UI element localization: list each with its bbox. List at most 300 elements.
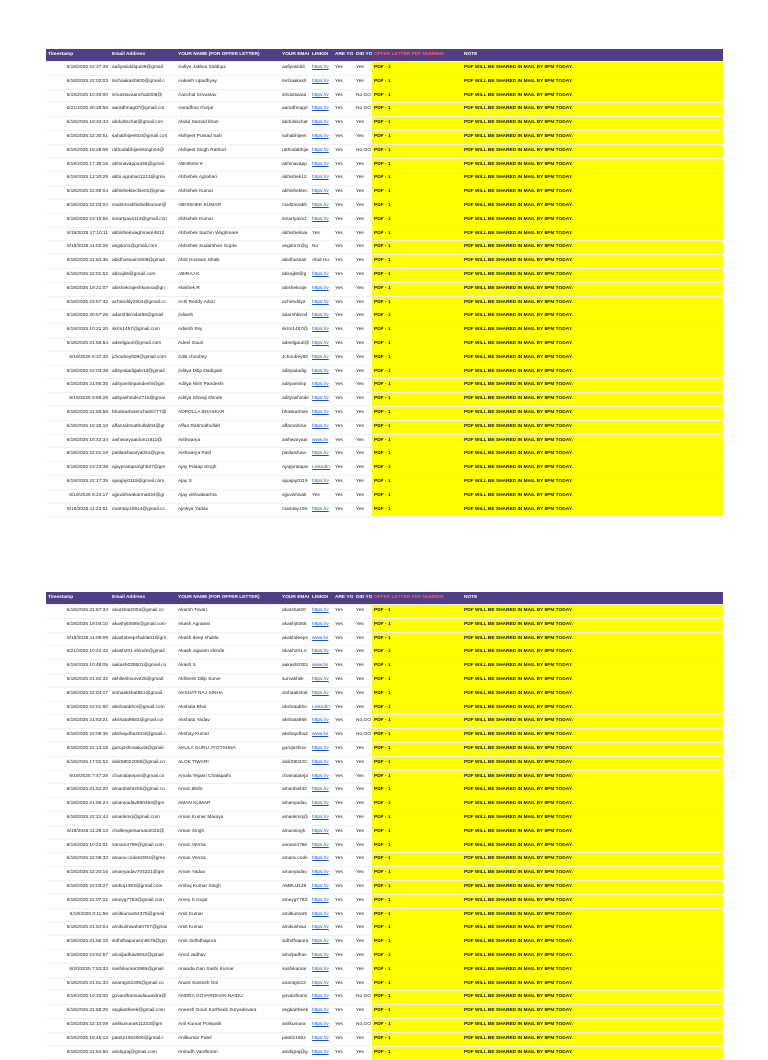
cell-your-email[interactable]: mamtay109 xyxy=(280,503,310,517)
cell-offer-letter-pdf-number[interactable]: PDF - 1 xyxy=(372,673,462,687)
cell-your-email[interactable]: amanv.code xyxy=(280,853,310,867)
cell-your-email[interactable]: alok08022C xyxy=(280,756,310,770)
cell-offer-letter-pdf-number[interactable]: PDF - 1 xyxy=(372,660,462,674)
cell-offer-letter-pdf-number[interactable]: PDF - 1 xyxy=(372,448,462,462)
cell-your-email[interactable]: srivastavaa xyxy=(280,89,310,103)
cell-linkedin[interactable]: https://v xyxy=(310,89,333,103)
cell-did-you[interactable]: No,GO xyxy=(354,1018,372,1032)
cell-name[interactable]: Aman Verma xyxy=(176,839,280,853)
cell-are-you[interactable]: Yes xyxy=(333,379,354,393)
cell-name[interactable]: AMAN KUMAR xyxy=(176,798,280,812)
cell-linkedin[interactable]: Linkedin xyxy=(310,701,333,715)
cell-linkedin[interactable]: https://v xyxy=(310,282,333,296)
cell-name[interactable]: Amala Tejasri Chalapathi xyxy=(176,770,280,784)
cell-timestamp[interactable]: 6/18/2025 21:54:04 xyxy=(46,922,110,936)
cell-timestamp[interactable]: 6/18/2025 22:03:38 xyxy=(46,365,110,379)
cell-are-you[interactable]: Yes xyxy=(333,337,354,351)
header-timestamp[interactable]: Timestamp xyxy=(46,49,110,62)
cell-email-address[interactable]: abirajk6@gmail.com xyxy=(110,268,176,282)
cell-name[interactable]: Anilkumar Patel xyxy=(176,1032,280,1046)
cell-your-email[interactable]: asgdon1@g xyxy=(280,241,310,255)
cell-linkedin[interactable]: https://v xyxy=(310,268,333,282)
cell-timestamp[interactable]: 6/19/2025 6:24:17 xyxy=(46,489,110,503)
header-your-email[interactable]: YOUR EMAI xyxy=(280,49,310,62)
cell-linkedin[interactable]: No xyxy=(310,241,333,255)
cell-note[interactable]: PDF WILL BE SHARED IN MAIL BY 8PM TODAY. xyxy=(462,646,723,660)
cell-are-you[interactable]: Yes xyxy=(333,351,354,365)
cell-are-you[interactable]: Yes xyxy=(333,1018,354,1032)
cell-timestamp[interactable]: 6/18/2025 22:01:52 xyxy=(46,268,110,282)
cell-offer-letter-pdf-number[interactable]: PDF - 1 xyxy=(372,75,462,89)
cell-timestamp[interactable]: 6/19/2025 6:37:33 xyxy=(46,351,110,365)
cell-timestamp[interactable]: 6/19/2025 7:47:29 xyxy=(46,770,110,784)
cell-email-address[interactable]: patilaishwarya051@gma xyxy=(110,448,176,462)
cell-timestamp[interactable]: 6/18/2025 23:16:56 xyxy=(46,213,110,227)
cell-timestamp[interactable]: 6/19/2025 17:39:16 xyxy=(46,158,110,172)
cell-email-address[interactable]: aakash030601@gmail.co xyxy=(110,660,176,674)
cell-your-email[interactable]: ajjuvishwak xyxy=(280,489,310,503)
cell-timestamp[interactable]: 6/19/2025 11:09:09 xyxy=(46,632,110,646)
cell-your-email[interactable]: survakhile xyxy=(280,673,310,687)
cell-offer-letter-pdf-number[interactable]: PDF - 1 xyxy=(372,365,462,379)
cell-linkedin[interactable]: https://v xyxy=(310,756,333,770)
cell-linkedin[interactable]: https://v xyxy=(310,922,333,936)
cell-did-you[interactable]: Yes xyxy=(354,324,372,338)
cell-linkedin[interactable]: https://v xyxy=(310,853,333,867)
cell-are-you[interactable]: Yes xyxy=(333,158,354,172)
cell-did-you[interactable]: Yes xyxy=(354,660,372,674)
cell-did-you[interactable]: Yes xyxy=(354,393,372,407)
cell-linkedin[interactable]: https://v xyxy=(310,310,333,324)
cell-did-you[interactable]: Yes xyxy=(354,701,372,715)
cell-did-you[interactable]: Yes xyxy=(354,310,372,324)
cell-name[interactable]: Aman Kumar Maurya xyxy=(176,811,280,825)
cell-name[interactable]: ABIRAJ K xyxy=(176,268,280,282)
cell-linkedin[interactable]: https://v xyxy=(310,894,333,908)
cell-linkedin[interactable]: https://v xyxy=(310,503,333,517)
cell-are-you[interactable]: Yes xyxy=(333,117,354,131)
cell-your-email[interactable]: abidhussair xyxy=(280,255,310,269)
cell-did-you[interactable]: Yes xyxy=(354,894,372,908)
cell-offer-letter-pdf-number[interactable]: PDF - 1 xyxy=(372,282,462,296)
cell-are-you[interactable]: Yes xyxy=(333,687,354,701)
cell-timestamp[interactable]: 6/19/2025 10:48:05 xyxy=(46,660,110,674)
cell-name[interactable]: Aditya Dilip Dadigale xyxy=(176,365,280,379)
cell-name[interactable]: ABHISHEK KUMAR xyxy=(176,199,280,213)
cell-timestamp[interactable]: 6/18/2025 22:20:16 xyxy=(46,867,110,881)
cell-offer-letter-pdf-number[interactable]: PDF - 1 xyxy=(372,908,462,922)
cell-timestamp[interactable]: 6/19/2025 18:42:34 xyxy=(46,434,110,448)
cell-your-email[interactable]: chamalateja xyxy=(280,770,310,784)
cell-email-address[interactable]: amankmrj@gmail.com xyxy=(110,811,176,825)
cell-timestamp[interactable]: 6/18/2025 21:56:35 xyxy=(46,379,110,393)
cell-linkedin[interactable]: https://v xyxy=(310,949,333,963)
cell-timestamp[interactable]: 6/19/2025 18:45:13 xyxy=(46,1032,110,1046)
cell-timestamp[interactable]: 6/19/2025 11:02:26 xyxy=(46,241,110,255)
cell-timestamp[interactable]: 6/18/2025 22:59:04 xyxy=(46,186,110,200)
cell-offer-letter-pdf-number[interactable]: PDF - 1 xyxy=(372,977,462,991)
cell-offer-letter-pdf-number[interactable]: PDF - 1 xyxy=(372,117,462,131)
cell-linkedin[interactable]: https://v xyxy=(310,1046,333,1060)
cell-did-you[interactable]: Yes xyxy=(354,784,372,798)
cell-name[interactable]: AKSHAT RAJ SINHA xyxy=(176,687,280,701)
cell-your-email[interactable]: smartyavs1 xyxy=(280,213,310,227)
cell-linkedin[interactable]: https://v xyxy=(310,1018,333,1032)
cell-email-address[interactable]: akarshat2004@gmail.co xyxy=(110,605,176,619)
cell-your-email[interactable]: ameyg7763 xyxy=(280,894,310,908)
cell-timestamp[interactable]: 6/18/2025 21:54:50 xyxy=(46,1046,110,1060)
cell-are-you[interactable]: Yes xyxy=(333,365,354,379)
cell-name[interactable]: Ajinkya Yadav xyxy=(176,503,280,517)
cell-name[interactable]: Ajay Pratap Singh xyxy=(176,462,280,476)
cell-offer-letter-pdf-number[interactable]: PDF - 1 xyxy=(372,991,462,1005)
cell-did-you[interactable]: Yes xyxy=(354,489,372,503)
cell-did-you[interactable]: No,GO xyxy=(354,103,372,117)
cell-did-you[interactable]: Yes xyxy=(354,853,372,867)
cell-linkedin[interactable]: https://v xyxy=(310,448,333,462)
cell-offer-letter-pdf-number[interactable]: PDF - 1 xyxy=(372,462,462,476)
cell-timestamp[interactable]: 6/18/2025 22:10:09 xyxy=(46,1018,110,1032)
cell-are-you[interactable]: Yes xyxy=(333,296,354,310)
cell-are-you[interactable]: Yes xyxy=(333,144,354,158)
cell-your-email[interactable]: patilaishwa xyxy=(280,448,310,462)
cell-did-you[interactable]: Yes xyxy=(354,448,372,462)
cell-note[interactable]: PDF WILL BE SHARED IN MAIL BY 8PM TODAY. xyxy=(462,158,723,172)
cell-linkedin[interactable]: https://v xyxy=(310,406,333,420)
cell-email-address[interactable]: adarshbirodar56@gmail xyxy=(110,310,176,324)
cell-timestamp[interactable]: 6/18/2025 21:56:18 xyxy=(46,936,110,950)
cell-offer-letter-pdf-number[interactable]: PDF - 1 xyxy=(372,434,462,448)
cell-email-address[interactable]: abhishekwaghmare4812 xyxy=(110,227,176,241)
cell-name[interactable]: Ajay S xyxy=(176,475,280,489)
cell-note[interactable]: PDF WILL BE SHARED IN MAIL BY 8PM TODAY. xyxy=(462,811,723,825)
cell-timestamp[interactable]: 6/19/2025 19:04:10 xyxy=(46,618,110,632)
cell-timestamp[interactable]: 6/20/2025 7:53:33 xyxy=(46,963,110,977)
cell-name[interactable]: Aditya Shivaji shinde xyxy=(176,393,280,407)
cell-email-address[interactable]: ajaypratapsingh537@gm xyxy=(110,462,176,476)
cell-name[interactable]: Abdul Samad khan xyxy=(176,117,280,131)
cell-email-address[interactable]: alok08022006@gmail.co xyxy=(110,756,176,770)
cell-email-address[interactable]: mamtay10914@gmail.cc xyxy=(110,503,176,517)
cell-note[interactable]: PDF WILL BE SHARED IN MAIL BY 8PM TODAY. xyxy=(462,936,723,950)
cell-timestamp[interactable]: 6/18/2025 21:56:54 xyxy=(46,337,110,351)
cell-name[interactable]: Ananda Gari Sashi Kumar xyxy=(176,963,280,977)
cell-note[interactable]: PDF WILL BE SHARED IN MAIL BY 8PM TODAY. xyxy=(462,393,723,407)
cell-linkedin[interactable]: https://v xyxy=(310,103,333,117)
cell-note[interactable]: PDF WILL BE SHARED IN MAIL BY 8PM TODAY. xyxy=(462,715,723,729)
cell-note[interactable]: PDF WILL BE SHARED IN MAIL BY 8PM TODAY. xyxy=(462,462,723,476)
header-are-you[interactable]: ARE YO xyxy=(333,49,354,62)
cell-offer-letter-pdf-number[interactable]: PDF - 1 xyxy=(372,337,462,351)
cell-are-you[interactable]: Yes xyxy=(333,770,354,784)
cell-are-you[interactable]: Yes xyxy=(333,908,354,922)
cell-are-you[interactable]: Yes xyxy=(333,255,354,269)
cell-name[interactable]: Akshata Bhoi xyxy=(176,701,280,715)
cell-linkedin[interactable]: https://v xyxy=(310,324,333,338)
cell-did-you[interactable]: Yes xyxy=(354,351,372,365)
header-email-address[interactable]: Email Address xyxy=(110,592,176,605)
cell-your-email[interactable]: aafiyasiddi xyxy=(280,62,310,76)
cell-did-you[interactable]: Yes xyxy=(354,75,372,89)
cell-name[interactable]: Aakash Upadhyay xyxy=(176,75,280,89)
header-note[interactable]: NOTE xyxy=(462,592,723,605)
cell-are-you[interactable]: Yes xyxy=(333,462,354,476)
cell-timestamp[interactable]: 6/18/2025 21:54:36 xyxy=(46,255,110,269)
cell-note[interactable]: PDF WILL BE SHARED IN MAIL BY 8PM TODAY. xyxy=(462,880,723,894)
cell-email-address[interactable]: techaakash800@gmail.c xyxy=(110,75,176,89)
cell-did-you[interactable]: Yes xyxy=(354,117,372,131)
cell-did-you[interactable]: Yes xyxy=(354,503,372,517)
cell-note[interactable]: PDF WILL BE SHARED IN MAIL BY 8PM TODAY. xyxy=(462,756,723,770)
cell-are-you[interactable]: Yes xyxy=(333,936,354,950)
cell-are-you[interactable]: Yes xyxy=(333,186,354,200)
cell-offer-letter-pdf-number[interactable]: PDF - 1 xyxy=(372,784,462,798)
cell-are-you[interactable]: Yes xyxy=(333,62,354,76)
cell-offer-letter-pdf-number[interactable]: PDF - 1 xyxy=(372,199,462,213)
cell-offer-letter-pdf-number[interactable]: PDF - 1 xyxy=(372,742,462,756)
cell-offer-letter-pdf-number[interactable]: PDF - 1 xyxy=(372,420,462,434)
cell-did-you[interactable]: Yes xyxy=(354,282,372,296)
cell-timestamp[interactable]: 6/18/2025 22:27:49 xyxy=(46,62,110,76)
cell-timestamp[interactable]: 6/18/2025 22:21:44 xyxy=(46,811,110,825)
cell-your-email[interactable]: patel21062 xyxy=(280,1032,310,1046)
cell-email-address[interactable]: govardhannaidauandra@ xyxy=(110,991,176,1005)
cell-name[interactable]: Akash Agrawal xyxy=(176,618,280,632)
cell-note[interactable]: PDF WILL BE SHARED IN MAIL BY 8PM TODAY. xyxy=(462,117,723,131)
cell-note[interactable]: PDF WILL BE SHARED IN MAIL BY 8PM TODAY. xyxy=(462,475,723,489)
cell-are-you[interactable]: Yes xyxy=(333,798,354,812)
cell-note[interactable]: PDF WILL BE SHARED IN MAIL BY 8PM TODAY. xyxy=(462,853,723,867)
cell-email-address[interactable]: ameyg7763@gmail.com xyxy=(110,894,176,908)
cell-did-you[interactable]: Yes xyxy=(354,742,372,756)
cell-are-you[interactable]: Yes xyxy=(333,742,354,756)
cell-email-address[interactable]: rathodabhijeetsingh04@ xyxy=(110,144,176,158)
cell-are-you[interactable]: Yes xyxy=(333,701,354,715)
cell-offer-letter-pdf-number[interactable]: PDF - 1 xyxy=(372,618,462,632)
cell-timestamp[interactable]: 6/18/2025 22:01:50 xyxy=(46,701,110,715)
cell-note[interactable]: PDF WILL BE SHARED IN MAIL BY 8PM TODAY. xyxy=(462,89,723,103)
header-your-email[interactable]: YOUR EMAI xyxy=(280,592,310,605)
cell-did-you[interactable]: Yes xyxy=(354,406,372,420)
cell-note[interactable]: PDF WILL BE SHARED IN MAIL BY 8PM TODAY. xyxy=(462,144,723,158)
cell-linkedin[interactable]: Linkedin xyxy=(310,462,333,476)
cell-name[interactable]: Aishwarya xyxy=(176,434,280,448)
cell-linkedin[interactable]: https://v xyxy=(310,936,333,950)
cell-timestamp[interactable]: 6/18/2025 22:01:19 xyxy=(46,448,110,462)
cell-are-you[interactable]: Yes xyxy=(333,75,354,89)
cell-note[interactable]: PDF WILL BE SHARED IN MAIL BY 8PM TODAY. xyxy=(462,1018,723,1032)
cell-timestamp[interactable]: 6/18/2025 17:02:52 xyxy=(46,756,110,770)
cell-email-address[interactable]: sidhdhapurasmit675@gm xyxy=(110,936,176,950)
cell-are-you[interactable]: Yes xyxy=(333,646,354,660)
cell-are-you[interactable]: Yes xyxy=(333,324,354,338)
cell-name[interactable]: Aman Singh xyxy=(176,825,280,839)
cell-are-you[interactable]: Yes xyxy=(333,673,354,687)
cell-your-email[interactable]: adityadadig xyxy=(280,365,310,379)
cell-note[interactable]: PDF WILL BE SHARED IN MAIL BY 8PM TODAY. xyxy=(462,130,723,144)
cell-offer-letter-pdf-number[interactable]: PDF - 1 xyxy=(372,811,462,825)
cell-did-you[interactable]: Yes xyxy=(354,420,372,434)
cell-did-you[interactable]: Yes xyxy=(354,798,372,812)
cell-email-address[interactable]: abhishektechie01@gmai xyxy=(110,186,176,200)
cell-note[interactable]: PDF WILL BE SHARED IN MAIL BY 8PM TODAY. xyxy=(462,798,723,812)
cell-name[interactable]: Abhishek Kumar xyxy=(176,186,280,200)
cell-note[interactable]: PDF WILL BE SHARED IN MAIL BY 8PM TODAY. xyxy=(462,296,723,310)
cell-email-address[interactable]: abhi.agrahari1213@gma xyxy=(110,172,176,186)
cell-name[interactable]: Anil Kumar Polepalli xyxy=(176,1018,280,1032)
cell-linkedin[interactable]: https://v xyxy=(310,646,333,660)
cell-timestamp[interactable]: 6/18/2025 21:58:25 xyxy=(46,1005,110,1019)
cell-your-email[interactable]: AMBUJ139 xyxy=(280,880,310,894)
cell-offer-letter-pdf-number[interactable]: PDF - 1 xyxy=(372,351,462,365)
cell-timestamp[interactable]: 6/19/2025 0:11:56 xyxy=(46,908,110,922)
cell-are-you[interactable]: Yes xyxy=(333,406,354,420)
cell-linkedin[interactable]: https://v xyxy=(310,337,333,351)
cell-your-email[interactable]: mail2mrabh xyxy=(280,199,310,213)
cell-did-you[interactable]: No,GO xyxy=(354,729,372,743)
cell-name[interactable]: Adeel Gauri xyxy=(176,337,280,351)
cell-did-you[interactable]: Yes xyxy=(354,646,372,660)
cell-email-address[interactable]: abdulsschat@gmail.con xyxy=(110,117,176,131)
cell-note[interactable]: PDF WILL BE SHARED IN MAIL BY 8PM TODAY. xyxy=(462,991,723,1005)
cell-your-email[interactable]: abirajk6@g xyxy=(280,268,310,282)
cell-email-address[interactable]: abidhussain1609@gmail xyxy=(110,255,176,269)
cell-name[interactable]: Abhishek Sudarshan Gupta xyxy=(176,241,280,255)
cell-your-email[interactable]: akshata968 xyxy=(280,715,310,729)
cell-offer-letter-pdf-number[interactable]: PDF - 1 xyxy=(372,701,462,715)
cell-are-you[interactable]: Yes xyxy=(333,1046,354,1060)
cell-offer-letter-pdf-number[interactable]: PDF - 1 xyxy=(372,894,462,908)
cell-email-address[interactable]: adityashinde2716@gmai xyxy=(110,393,176,407)
cell-note[interactable]: PDF WILL BE SHARED IN MAIL BY 8PM TODAY. xyxy=(462,1005,723,1019)
cell-note[interactable]: PDF WILL BE SHARED IN MAIL BY 8PM TODAY. xyxy=(462,605,723,619)
cell-did-you[interactable]: Yes xyxy=(354,618,372,632)
cell-did-you[interactable]: Yes xyxy=(354,1005,372,1019)
cell-email-address[interactable]: aafiyasiddiqui39@gmail. xyxy=(110,62,176,76)
cell-linkedin[interactable]: https://v xyxy=(310,213,333,227)
cell-email-address[interactable]: akash201.shinde@gmail xyxy=(110,646,176,660)
cell-offer-letter-pdf-number[interactable]: PDF - 1 xyxy=(372,324,462,338)
cell-offer-letter-pdf-number[interactable]: PDF - 1 xyxy=(372,1032,462,1046)
cell-email-address[interactable]: srivastavaancha2006@ xyxy=(110,89,176,103)
cell-linkedin[interactable]: https://v xyxy=(310,825,333,839)
cell-email-address[interactable]: anidigraj@gmail.com xyxy=(110,1046,176,1060)
cell-linkedin[interactable]: https://v xyxy=(310,475,333,489)
cell-linkedin[interactable]: www.lin xyxy=(310,729,333,743)
cell-timestamp[interactable]: 6/18/2025 22:09:36 xyxy=(46,729,110,743)
cell-linkedin[interactable]: https://v xyxy=(310,158,333,172)
cell-timestamp[interactable]: 6/19/2025 10:49:00 xyxy=(46,89,110,103)
cell-email-address[interactable]: mail2mrabhishekkumar@ xyxy=(110,199,176,213)
cell-offer-letter-pdf-number[interactable]: PDF - 1 xyxy=(372,646,462,660)
cell-linkedin[interactable]: https://v xyxy=(310,798,333,812)
cell-are-you[interactable]: Yes xyxy=(333,503,354,517)
cell-your-email[interactable]: akash201.s xyxy=(280,646,310,660)
cell-note[interactable]: PDF WILL BE SHARED IN MAIL BY 8PM TODAY. xyxy=(462,922,723,936)
header-are-you[interactable]: ARE YO xyxy=(333,592,354,605)
cell-are-you[interactable]: Yes xyxy=(333,393,354,407)
cell-email-address[interactable]: sinhaakshat551@gmail. xyxy=(110,687,176,701)
cell-email-address[interactable]: gurujoshnaakula@gmail. xyxy=(110,742,176,756)
cell-name[interactable]: Abhishek Agrahari xyxy=(176,172,280,186)
cell-email-address[interactable]: asgkartheek@gmail.com xyxy=(110,1005,176,1019)
cell-note[interactable]: PDF WILL BE SHARED IN MAIL BY 8PM TODAY. xyxy=(462,687,723,701)
cell-did-you[interactable]: Yes xyxy=(354,977,372,991)
header-linkedin[interactable]: LINKDI xyxy=(310,592,333,605)
cell-did-you[interactable]: Yes xyxy=(354,839,372,853)
cell-linkedin[interactable]: https://v xyxy=(310,62,333,76)
cell-are-you[interactable]: Yes xyxy=(333,618,354,632)
header-timestamp[interactable]: Timestamp xyxy=(46,592,110,605)
cell-name[interactable]: Abhijeet Prasad Sah xyxy=(176,130,280,144)
cell-offer-letter-pdf-number[interactable]: PDF - 1 xyxy=(372,503,462,517)
cell-offer-letter-pdf-number[interactable]: PDF - 1 xyxy=(372,144,462,158)
cell-are-you[interactable]: Yes xyxy=(333,172,354,186)
cell-your-email[interactable]: bhaskarbole xyxy=(280,406,310,420)
cell-your-email[interactable]: abhinavapp xyxy=(280,158,310,172)
cell-your-email[interactable]: anantgiri23 xyxy=(280,977,310,991)
cell-did-you[interactable]: Yes xyxy=(354,379,372,393)
cell-name[interactable]: Aanchal Srivastav xyxy=(176,89,280,103)
cell-offer-letter-pdf-number[interactable]: PDF - 1 xyxy=(372,963,462,977)
cell-note[interactable]: PDF WILL BE SHARED IN MAIL BY 8PM TODAY. xyxy=(462,632,723,646)
cell-linkedin[interactable]: https://v xyxy=(310,770,333,784)
cell-your-email[interactable]: achireddy2 xyxy=(280,296,310,310)
cell-did-you[interactable]: Yes xyxy=(354,296,372,310)
cell-are-you[interactable]: Yes xyxy=(333,130,354,144)
cell-your-email[interactable]: abhishekwa xyxy=(280,227,310,241)
cell-note[interactable]: PDF WILL BE SHARED IN MAIL BY 8PM TODAY. xyxy=(462,62,723,76)
cell-offer-letter-pdf-number[interactable]: PDF - 1 xyxy=(372,922,462,936)
cell-note[interactable]: PDF WILL BE SHARED IN MAIL BY 8PM TODAY. xyxy=(462,448,723,462)
cell-timestamp[interactable]: 6/19/2025 17:10:11 xyxy=(46,227,110,241)
cell-note[interactable]: PDF WILL BE SHARED IN MAIL BY 8PM TODAY. xyxy=(462,1046,723,1060)
cell-linkedin[interactable]: https://v xyxy=(310,991,333,1005)
header-did-you[interactable]: DID YO xyxy=(354,49,372,62)
cell-note[interactable]: PDF WILL BE SHARED IN MAIL BY 8PM TODAY. xyxy=(462,770,723,784)
cell-email-address[interactable]: akashj93685@gmail.com xyxy=(110,618,176,632)
cell-your-email[interactable]: akshaydha2 xyxy=(280,729,310,743)
cell-did-you[interactable]: Yes xyxy=(354,365,372,379)
cell-your-email[interactable]: aishwaryaai xyxy=(280,434,310,448)
cell-are-you[interactable]: Yes xyxy=(333,310,354,324)
cell-email-address[interactable]: sahabhijeet02@gmail.con xyxy=(110,130,176,144)
cell-did-you[interactable]: Yes xyxy=(354,963,372,977)
cell-did-you[interactable]: Yes xyxy=(354,337,372,351)
cell-name[interactable]: Akhilesh Dilip Surve xyxy=(176,673,280,687)
cell-email-address[interactable]: bhaskarbolenchanti777@ xyxy=(110,406,176,420)
cell-your-email[interactable]: akashdeeps xyxy=(280,632,310,646)
cell-are-you[interactable]: Yes xyxy=(333,784,354,798)
cell-your-email[interactable]: adityashinde xyxy=(280,393,310,407)
cell-your-email[interactable]: akshatabho xyxy=(280,701,310,715)
cell-linkedin[interactable]: https://v xyxy=(310,379,333,393)
cell-your-email[interactable]: amikushwa xyxy=(280,922,310,936)
header-email-address[interactable]: Email Address xyxy=(110,49,176,62)
cell-email-address[interactable]: abhinavappu345@gmail. xyxy=(110,158,176,172)
cell-are-you[interactable]: Yes xyxy=(333,213,354,227)
cell-your-email[interactable]: affanrahma xyxy=(280,420,310,434)
cell-timestamp[interactable]: 6/18/2025 21:53:21 xyxy=(46,715,110,729)
cell-did-you[interactable]: Yes xyxy=(354,632,372,646)
cell-offer-letter-pdf-number[interactable]: PDF - 1 xyxy=(372,213,462,227)
cell-your-email[interactable]: sashikumar xyxy=(280,963,310,977)
cell-your-email[interactable]: aakash0301 xyxy=(280,660,310,674)
cell-are-you[interactable]: Yes xyxy=(333,977,354,991)
cell-linkedin[interactable]: https://v xyxy=(310,977,333,991)
cell-did-you[interactable]: No,GO xyxy=(354,991,372,1005)
cell-offer-letter-pdf-number[interactable]: PDF - 1 xyxy=(372,715,462,729)
